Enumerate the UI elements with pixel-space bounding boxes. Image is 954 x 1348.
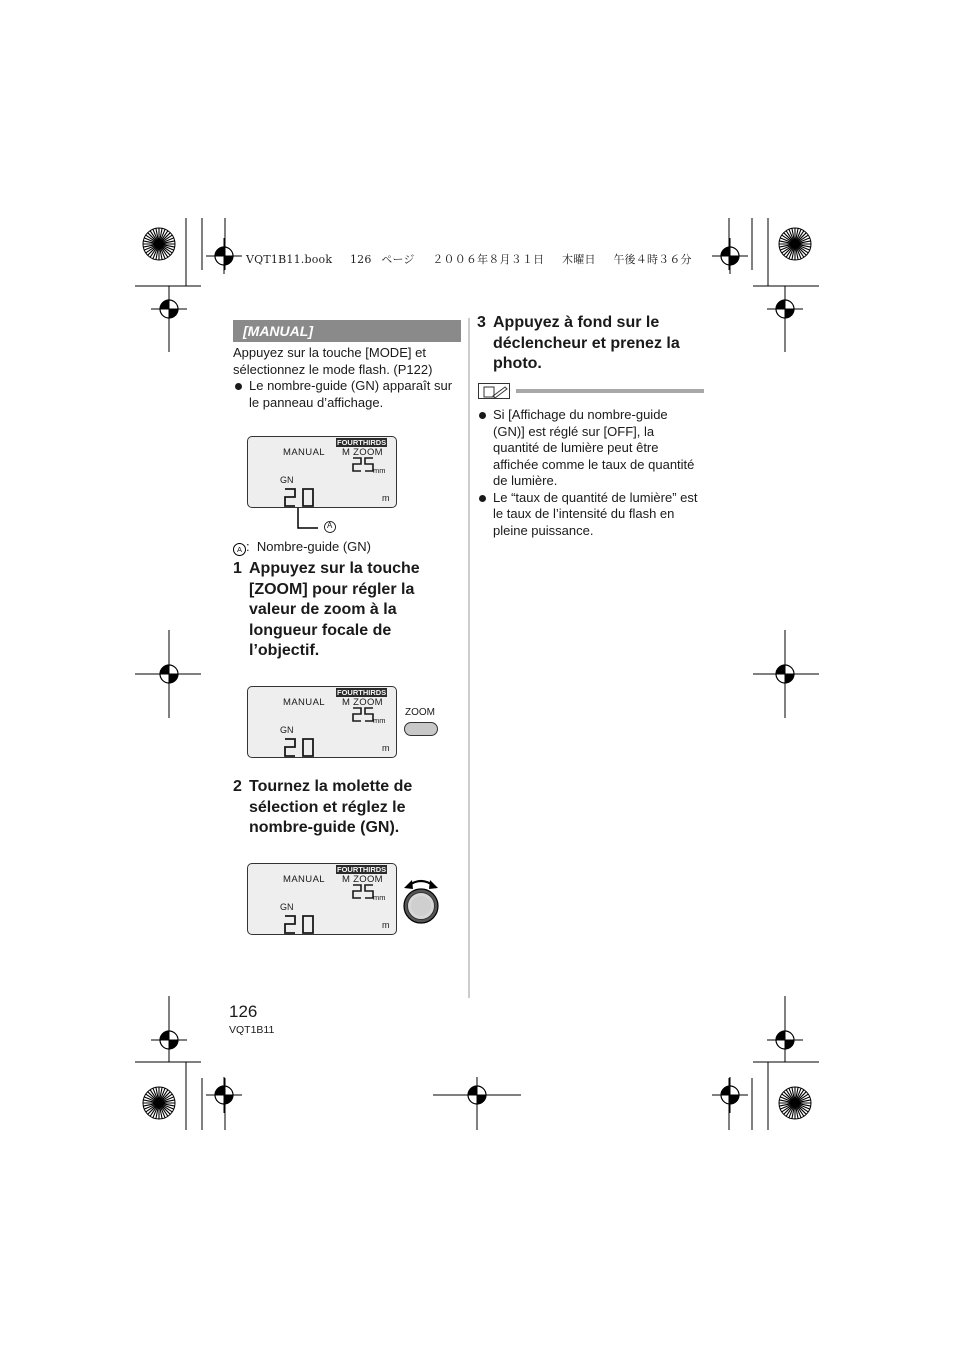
fourthirds-logo: FOURTHIRDS <box>337 438 387 447</box>
lcd-distance-unit: m <box>382 743 390 753</box>
lcd-zoom-label: M ZOOM <box>342 697 383 708</box>
starburst-icon <box>779 1087 811 1119</box>
list-item: Le nombre-guide (GN) apparaît sur le panneau d’affichage. <box>233 378 458 411</box>
lcd-digits <box>248 864 398 936</box>
registration-target-icon <box>151 291 187 327</box>
step-3 <box>477 313 705 375</box>
callout-marker-ref: A <box>233 543 246 556</box>
registration-target-icon <box>151 656 187 692</box>
callout-caption: Nombre-guide (GN) <box>256 539 371 554</box>
page-number: 126 <box>229 1002 258 1021</box>
lcd-distance-unit: m <box>382 493 390 503</box>
lcd-mode: MANUAL <box>283 447 325 458</box>
lcd-gn-value-digits <box>285 489 313 506</box>
step-number: 1 <box>233 560 242 577</box>
intro-text: Appuyez sur la touche [MODE] et sélectionnez le mode flash. (P122) <box>233 345 433 377</box>
lcd-mode: MANUAL <box>283 874 325 885</box>
callout-marker: A <box>327 521 333 530</box>
step-number: 2 <box>233 778 242 795</box>
callout-caption-row: A : Nombre-guide (GN) <box>233 539 458 556</box>
section-intro <box>233 345 458 411</box>
step-number: 3 <box>477 314 486 331</box>
step-2 <box>233 777 461 839</box>
header-page: 126 <box>349 253 372 266</box>
registration-target-icon <box>206 1077 242 1113</box>
step-text: Appuyez à fond sur le déclencheur et prenez la photo. <box>493 314 680 372</box>
header-date: ２００６年８月３１日 <box>432 253 545 266</box>
lcd-digits <box>248 437 398 509</box>
lcd-gn-label: GN <box>280 475 294 485</box>
fourthirds-logo: FOURTHIRDS <box>337 865 387 874</box>
doc-code: VQT1B11 <box>229 1024 275 1036</box>
step-1 <box>233 559 461 662</box>
step-text: Tournez la molette de sélection et réglez le nombre-guide (GN). <box>249 778 413 836</box>
header-weekday: 木曜日 <box>562 253 596 266</box>
lcd-mode: MANUAL <box>283 697 325 708</box>
registration-target-icon <box>712 238 748 274</box>
print-header <box>246 251 706 267</box>
lcd-distance-unit: m <box>382 920 390 930</box>
lcd-zoom-value-digits <box>353 458 373 471</box>
header-file: VQT1B11.book <box>246 253 333 266</box>
zoom-button-label: ZOOM <box>405 707 435 718</box>
lcd-digits <box>248 687 398 759</box>
lcd-zoom-unit: mm <box>373 893 386 902</box>
starburst-icon <box>143 1087 175 1119</box>
zoom-button-icon <box>404 722 438 736</box>
registration-target-icon <box>767 291 803 327</box>
list-item: Si [Affichage du nombre-guide (GN)] est réglé sur [OFF], la quantité de lumière peut être affichée comme le taux de quantité de lumière. <box>477 407 702 490</box>
registration-target-icon <box>206 238 242 274</box>
lcd-zoom-unit: mm <box>373 466 386 475</box>
list-item: Le “taux de quantité de lumière” est le taux de l’intensité du flash en pleine puissance. <box>477 490 702 540</box>
lcd-gn-label: GN <box>280 902 294 912</box>
note-icon <box>478 383 510 399</box>
step-text: Appuyez sur la touche [ZOOM] pour régler la valeur de zoom à la longueur focale de l’objectif. <box>249 560 420 659</box>
notes <box>477 407 702 539</box>
fourthirds-logo: FOURTHIRDS <box>337 688 387 697</box>
intro-bullets <box>233 378 458 411</box>
lcd-zoom-unit: mm <box>373 716 386 725</box>
starburst-icon <box>779 228 811 260</box>
lcd-display <box>247 436 397 508</box>
registration-target-icon <box>767 656 803 692</box>
registration-target-icon <box>767 1022 803 1058</box>
registration-target-icon <box>151 1022 187 1058</box>
lcd-display <box>247 686 397 758</box>
lcd-gn-label: GN <box>280 725 294 735</box>
registration-target-icon <box>459 1077 495 1113</box>
header-time: 午後４時３６分 <box>613 253 692 266</box>
lcd-display <box>247 863 397 935</box>
note-rule <box>516 389 704 393</box>
registration-target-icon <box>712 1077 748 1113</box>
header-page-word: ページ <box>381 253 415 266</box>
lcd-zoom-label: M ZOOM <box>342 447 383 458</box>
section-title: [MANUAL] <box>233 320 461 342</box>
starburst-icon <box>143 228 175 260</box>
lcd-zoom-label: M ZOOM <box>342 874 383 885</box>
